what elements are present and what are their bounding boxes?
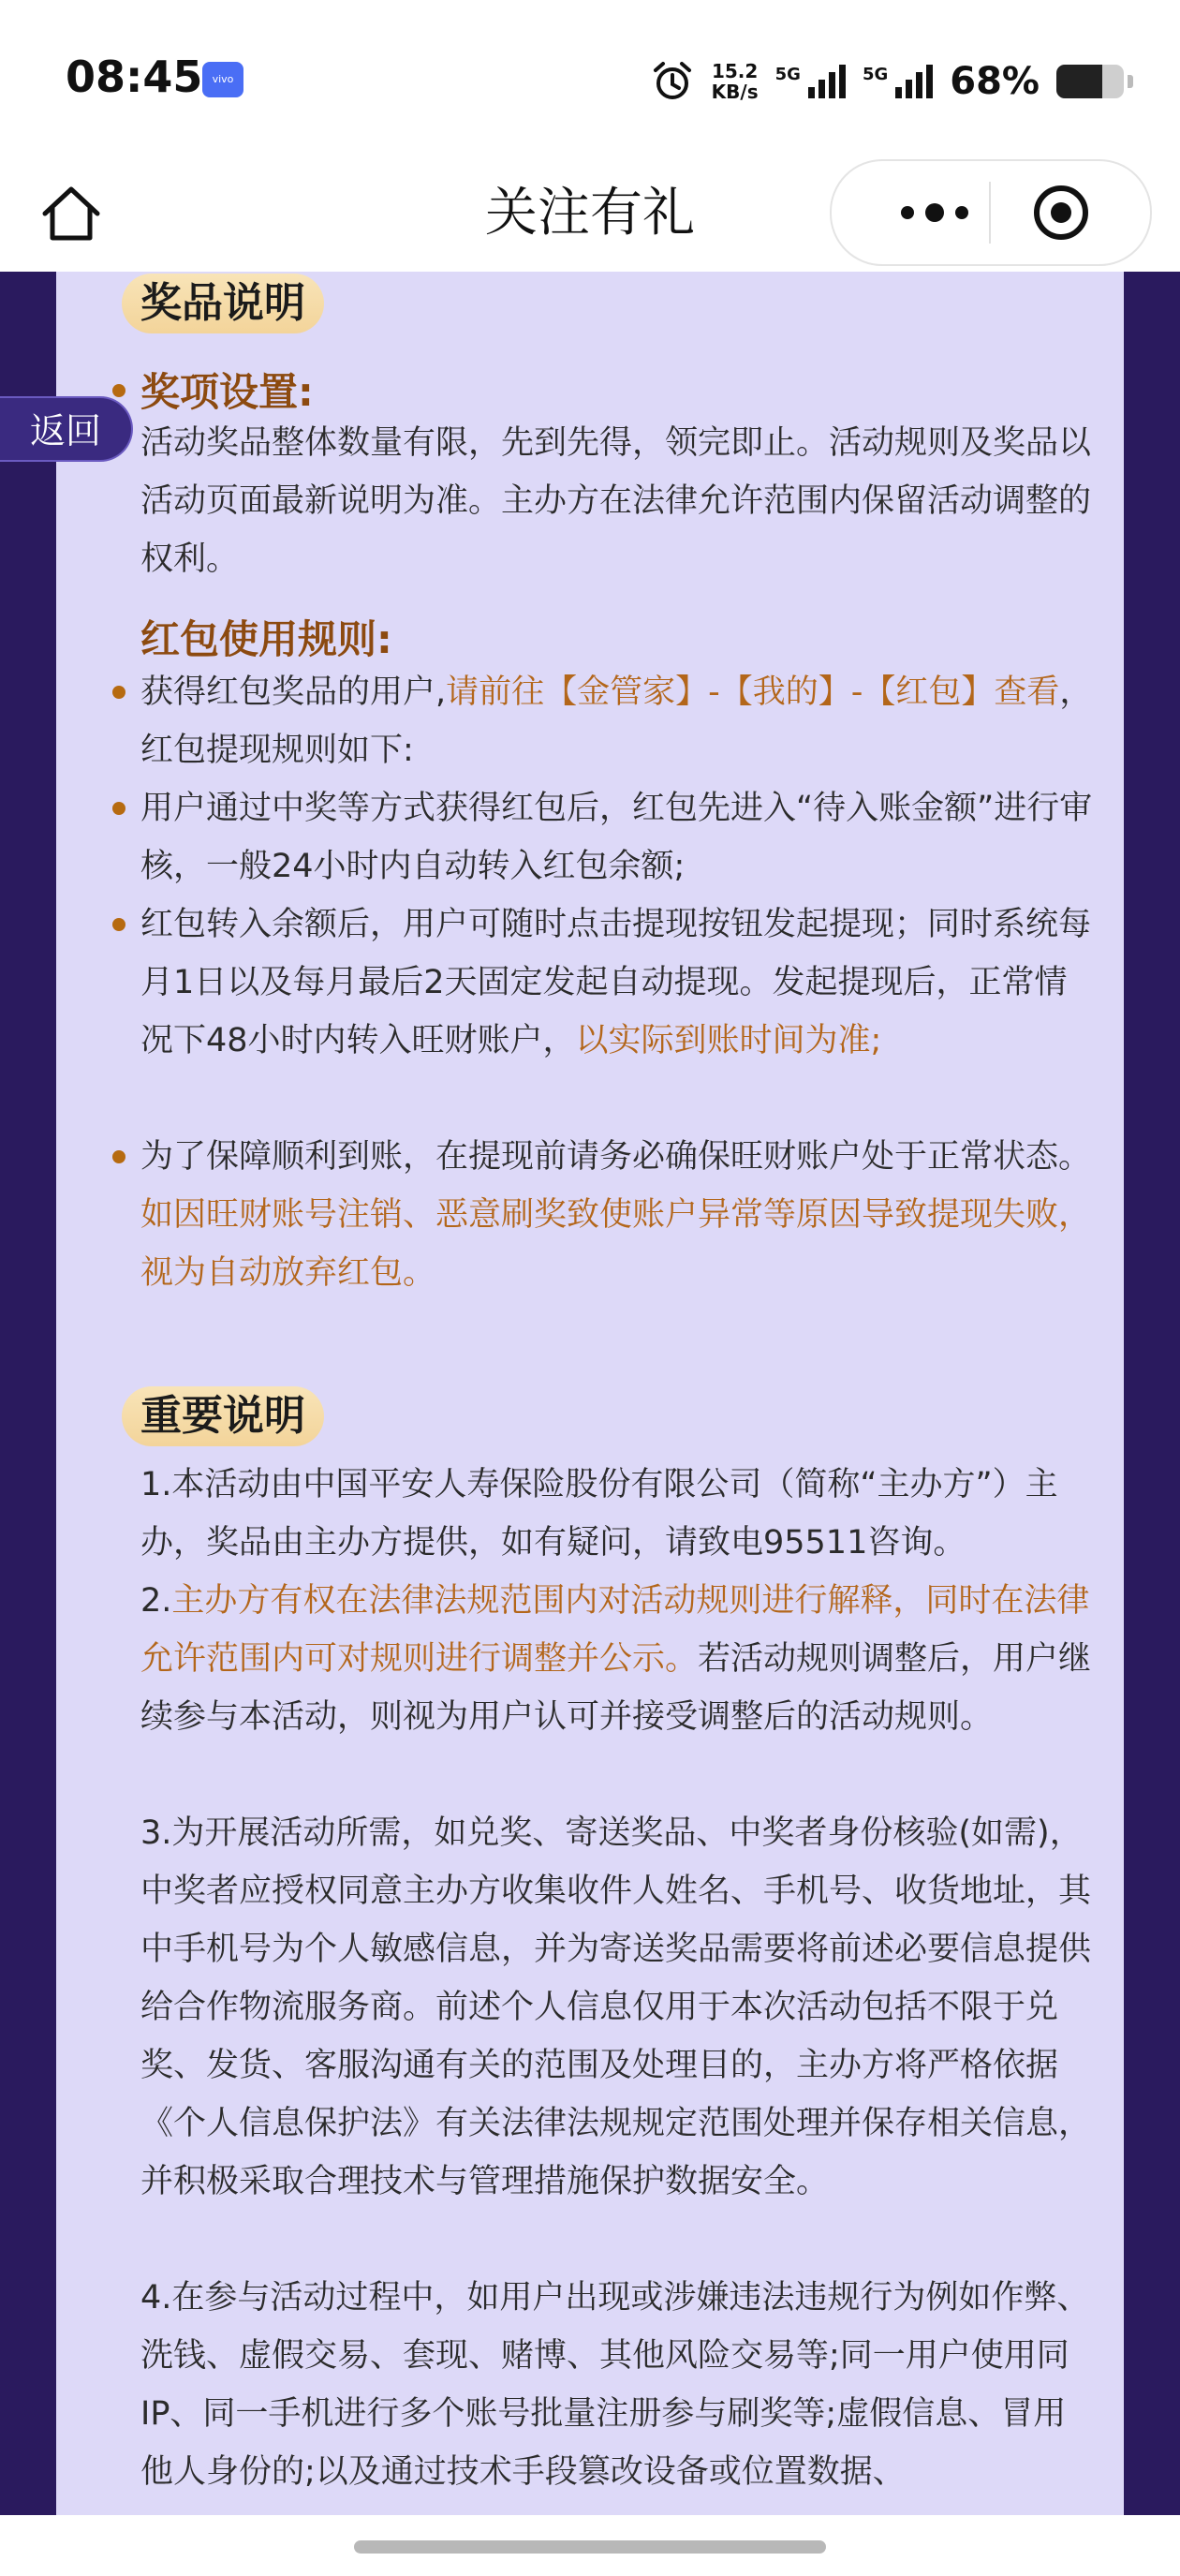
network-speed-value: 15.2 — [711, 60, 759, 82]
home-gesture-indicator[interactable] — [354, 2540, 826, 2554]
target-icon — [1032, 184, 1090, 242]
item-text: 2. — [140, 1582, 172, 1620]
rules-content-panel[interactable] — [56, 272, 1124, 2515]
redpacket-rule-item — [140, 1128, 1096, 1302]
more-options-button[interactable] — [878, 161, 991, 264]
status-bar — [0, 0, 1180, 159]
redpacket-rule-item — [140, 663, 1096, 779]
important-item — [140, 1572, 1096, 1746]
rule-text: 获得红包奖品的用户, — [140, 674, 447, 711]
dot-icon — [925, 203, 944, 222]
item-text: 3.为开展活动所需，如兑奖、寄送奖品、中奖者身份核验(如需)，中奖者应授权同意主办方收集收件人姓名、手机号、收货地址，其中手机号为个人敏感信息，并为寄送奖品需要将前述必要信息提供给合作物流服务商。前述个人信息仅用于本次活动包括不限于兑奖、发货、客服沟通有关的范围及处理目的，主办方将严格依据《个人信息保护法》有关法律法规规定范围处理并保存相关信息，并积极采取合理技术与管理措施保护数据安全。 — [140, 1814, 1092, 2200]
prize-section-heading: 奖品说明 — [122, 274, 324, 333]
battery-tip — [1128, 75, 1133, 88]
bullet-dot — [112, 686, 125, 699]
item-text: 4.在参与活动过程中，如用户出现或涉嫌违法违规行为例如作弊、洗钱、虚假交易、套现、赌博、其他风险交易等;同一用户使用同IP、同一手机进行多个账号批量注册参与刷奖等;虚假信息、冒用他人身份的;以及通过技术手段篡改设备或位置数据、 — [140, 2279, 1090, 2491]
mini-program-nav-bar — [0, 159, 1180, 272]
status-time: 08:45 — [66, 52, 203, 102]
battery-percent: 68% — [950, 60, 1040, 103]
signal-sim1-icon — [775, 65, 846, 98]
rule-text: ，红包提现规则如下: — [140, 674, 1093, 769]
item-highlight-text: 主办方有权在法律法规范围内对活动规则进行解释，同时在法律允许范围内可对规则进行调整并公示。 — [140, 1582, 1090, 1678]
network-speed-unit: KB/s — [711, 81, 759, 103]
battery-icon — [1056, 65, 1124, 98]
award-settings-title: 奖项设置: — [140, 369, 314, 415]
page-title: 关注有礼 — [485, 183, 695, 244]
redpacket-rules-title: 红包使用规则: — [140, 616, 392, 662]
network-speed — [712, 61, 759, 102]
alarm-clock-icon — [650, 59, 695, 104]
rule-highlight-text: 如因旺财账号注销、恶意刷奖致使账户异常等原因导致提现失败，视为自动放弃红包。 — [140, 1196, 1092, 1292]
important-item — [140, 1456, 1096, 1572]
redpacket-rule-item — [140, 896, 1096, 1070]
signal-sim2-icon — [863, 65, 933, 98]
award-settings-text: 活动奖品整体数量有限，先到先得，领完即止。活动规则及奖品以活动页面最新说明为准。主办方在法律允许范围内保留活动调整的权利。 — [140, 424, 1092, 578]
rule-highlight-text: 以实际到账时间为准; — [575, 1022, 882, 1059]
bullet-dot — [112, 1150, 125, 1163]
item-text: 若活动规则调整后，用户继续参与本活动，则视为用户认可并接受调整后的活动规则。 — [140, 1640, 1092, 1736]
dot-icon — [901, 206, 914, 219]
redpacket-rule-item — [140, 779, 1096, 896]
important-item — [140, 2269, 1096, 2501]
sim1-label: 5G — [774, 65, 801, 84]
rule-highlight-text: 请前往【金管家】-【我的】-【红包】查看 — [446, 674, 1060, 711]
back-button[interactable]: 返回 — [0, 396, 133, 462]
dot-icon — [955, 206, 968, 219]
mini-program-capsule — [830, 159, 1152, 266]
bullet-dot — [112, 802, 125, 815]
sim2-label: 5G — [862, 65, 889, 84]
capsule-divider — [989, 182, 991, 244]
vivo-app-icon: vivo — [202, 62, 243, 97]
item-text: 1.本活动由中国平安人寿保险股份有限公司（简称“主办方”）主办，奖品由主办方提供，如有疑问，请致电95511咨询。 — [140, 1466, 1058, 1562]
bullet-dot — [112, 918, 125, 931]
status-indicators — [650, 49, 1133, 114]
bullet-dot — [112, 384, 125, 397]
close-mini-program-button[interactable] — [1032, 184, 1090, 242]
rule-text: 红包转入余额后，用户可随时点击提现按钮发起提现；同时系统每月1日以及每月最后2天固定发起自动提现。发起提现后，正常情况下48小时内转入旺财账户， — [140, 906, 1092, 1059]
rule-text: 为了保障顺利到账，在提现前请务必确保旺财账户处于正常状态。 — [140, 1138, 1092, 1176]
important-section-heading: 重要说明 — [122, 1386, 324, 1446]
rule-text: 用户通过中奖等方式获得红包后，红包先进入“待入账金额”进行审核，一般24小时内自动转入红包余额; — [140, 790, 1093, 885]
important-item — [140, 1804, 1096, 2211]
